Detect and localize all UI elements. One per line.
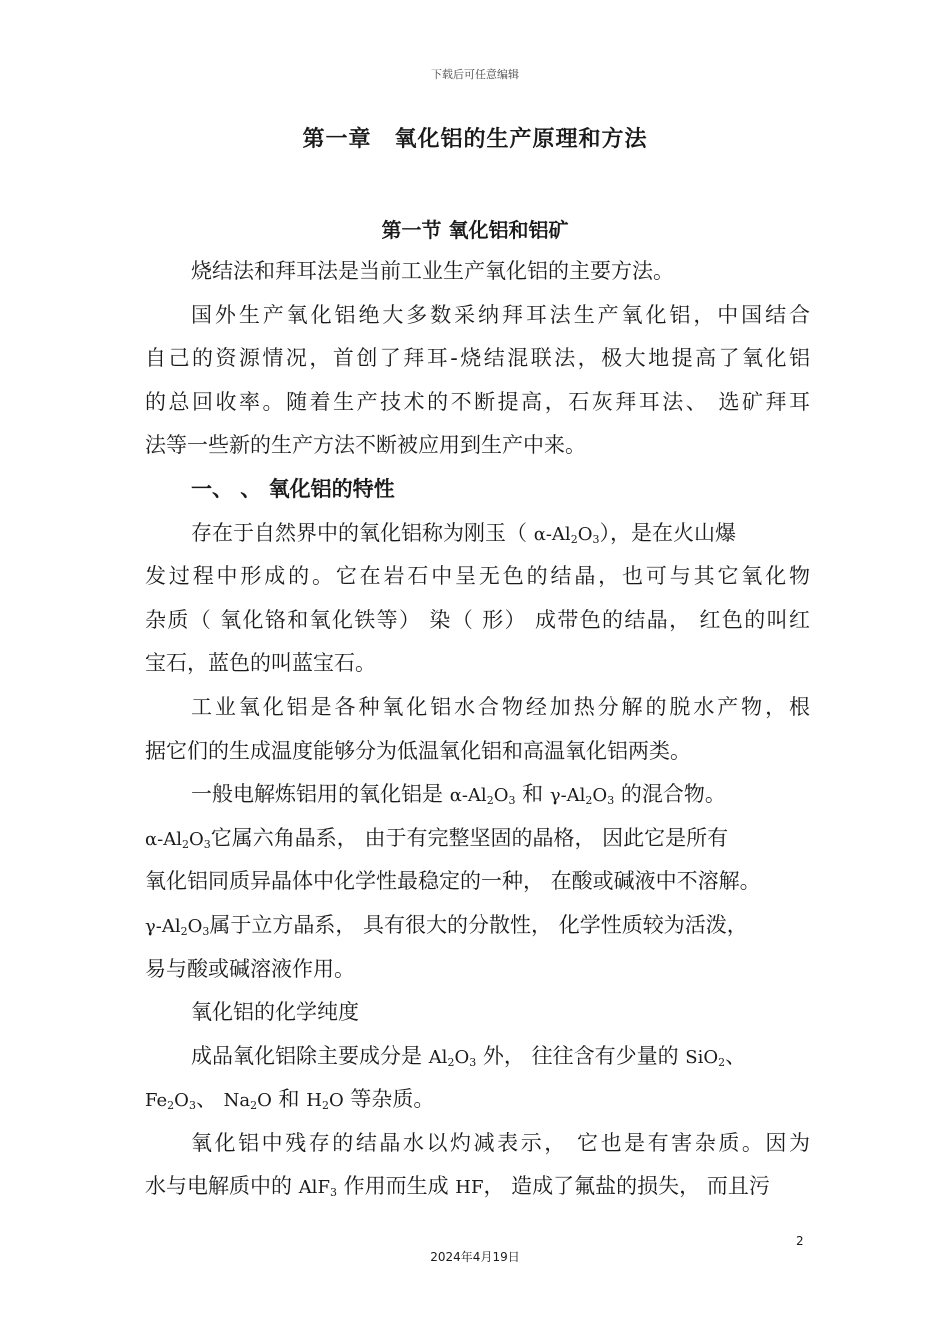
- formula-part: O: [174, 1090, 189, 1112]
- text-run: 作用而生成: [336, 1174, 456, 1199]
- chapter-title: 第一章 氧化铝的生产原理和方法: [302, 127, 648, 152]
- page-number: 2: [796, 1234, 804, 1248]
- paragraph-line: 发过程中形成的。它在岩石中呈无色的结晶，也可与其它氧化物: [145, 564, 810, 589]
- formula-part: Na: [223, 1090, 251, 1112]
- formula: [145, 829, 211, 850]
- text-run: 它属六角晶系， 由于有完整坚固的晶格， 因此它是所有: [210, 825, 729, 850]
- subscript: 2: [167, 1099, 175, 1113]
- page-header: 下载后可任意编辑: [431, 68, 519, 81]
- text-run: ， 造成了氟盐的损失， 而且污: [483, 1174, 770, 1199]
- formula-part: H: [306, 1090, 322, 1112]
- paragraph-line: 法等一些新的生产方法不断被应用到生产中来。: [145, 433, 586, 458]
- formula-part: O: [493, 785, 509, 807]
- subscript: 3: [508, 794, 516, 808]
- formula-part: AlF: [298, 1177, 330, 1199]
- formula: [145, 1090, 196, 1111]
- formula-part: O: [328, 1090, 344, 1112]
- subscript: 2: [718, 1055, 726, 1069]
- paragraph-line: 氧化铝同质异晶体中化学性最稳定的一种， 在酸或碱液中不溶解。: [145, 869, 761, 894]
- text-run: 和: [515, 782, 550, 807]
- paragraph-line: 杂质（ 氧化铬和氧化铁等） 染（ 形） 成带色的结晶， 红色的叫红: [145, 607, 810, 632]
- formula: [299, 1177, 337, 1198]
- subscript: 2: [447, 1055, 455, 1069]
- section-title: 第一节 氧化铝和铝矿: [381, 218, 569, 242]
- subscript: 2: [180, 924, 188, 938]
- text-run: 、: [725, 1043, 747, 1068]
- subscript: 2: [250, 1099, 258, 1113]
- text-run: 的混合物。: [614, 782, 726, 807]
- subscript: 3: [469, 1055, 477, 1069]
- subscript: 3: [202, 924, 210, 938]
- subscript: 3: [329, 1186, 337, 1200]
- formula-part: O: [257, 1090, 272, 1112]
- formula: [145, 916, 209, 937]
- formula-part: O: [592, 785, 608, 807]
- formula-part: α-Al: [145, 828, 182, 850]
- formula-part: Fe: [145, 1090, 168, 1112]
- text-run: 存在于自然界中的氧化铝称为刚玉（: [191, 520, 534, 545]
- paragraph-line: [145, 909, 810, 953]
- paragraph-line: [145, 822, 810, 866]
- subsection-heading: 一、 、 氧化铝的特性: [191, 476, 395, 501]
- text-run: 和: [271, 1087, 307, 1112]
- paragraph-line: 的总回收率。随着生产技术的不断提高，石灰拜耳法、 选矿拜耳: [145, 389, 810, 414]
- paragraph-line: 氧化铝的化学纯度: [191, 1000, 359, 1025]
- paragraph-line: [145, 1170, 810, 1214]
- formula: HF: [455, 1177, 484, 1199]
- paragraph-line: 据它们的生成温度能够分为低温氧化铝和高温氧化铝两类。: [145, 738, 691, 763]
- formula: [306, 1090, 343, 1111]
- text-run: 一般电解炼铝用的氧化铝是: [191, 782, 450, 807]
- page-footer-date: 2024年4月19日: [430, 1250, 520, 1264]
- subscript: 3: [203, 837, 211, 851]
- formula-part: α-Al: [449, 785, 487, 807]
- paragraph-line: 易与酸或碱溶液作用。: [145, 956, 355, 981]
- formula: [534, 524, 600, 545]
- formula-part: O: [187, 915, 203, 937]
- text-run: 成品氧化铝除主要成分是: [191, 1043, 429, 1068]
- text-run: ），是在火山爆: [599, 520, 736, 545]
- paragraph-line: 工业氧化铝是各种氧化铝水合物经加热分解的脱水产物，根: [191, 694, 810, 719]
- subscript: 2: [585, 794, 593, 808]
- formula-part: O: [454, 1046, 470, 1068]
- paragraph-line: [145, 1083, 810, 1127]
- formula-part: γ-Al: [549, 785, 586, 807]
- subscript: 3: [188, 1099, 196, 1113]
- formula: [450, 785, 516, 806]
- subscript: 2: [182, 837, 189, 851]
- subscript: 2: [570, 532, 578, 546]
- text-run: 外， 往往含有少量的: [476, 1043, 686, 1068]
- text-run: 等杂质。: [343, 1087, 435, 1112]
- body-text: [145, 255, 810, 1214]
- paragraph-line: 烧结法和拜耳法是当前工业生产氧化铝的主要方法。: [191, 259, 674, 283]
- paragraph-line: 自己的资源情况，首创了拜耳-烧结混联法，极大地提高了氧化铝: [145, 346, 810, 371]
- formula-part: Al: [428, 1046, 448, 1068]
- subscript: 3: [592, 532, 600, 546]
- formula-part: O: [189, 828, 204, 850]
- paragraph-line: [145, 1040, 810, 1084]
- formula: [685, 1047, 725, 1068]
- formula-part: O: [577, 523, 593, 545]
- subscript: 2: [321, 1099, 329, 1113]
- paragraph-line: 国外生产氧化铝绝大多数采纳拜耳法生产氧化铝，中国结合: [191, 302, 810, 327]
- subscript: 3: [607, 794, 615, 808]
- formula-part: γ-Al: [145, 915, 181, 937]
- formula-part: SiO: [685, 1046, 719, 1068]
- text-run: 水与电解质中的: [145, 1174, 299, 1199]
- formula: [224, 1090, 272, 1111]
- text-run: 属于立方晶系， 具有很大的分散性， 化学性质较为活泼，: [209, 912, 748, 937]
- paragraph-line: 宝石，蓝色的叫蓝宝石。: [145, 651, 376, 676]
- paragraph-line: [145, 778, 810, 822]
- subscript: 2: [486, 794, 494, 808]
- text-run: 、: [195, 1087, 224, 1112]
- formula-part: α-Al: [533, 523, 571, 545]
- paragraph-line: [145, 517, 810, 561]
- paragraph-line: 氧化铝中残存的结晶水以灼减表示， 它也是有害杂质。因为: [191, 1130, 810, 1155]
- formula: [429, 1047, 477, 1068]
- formula: [550, 785, 614, 806]
